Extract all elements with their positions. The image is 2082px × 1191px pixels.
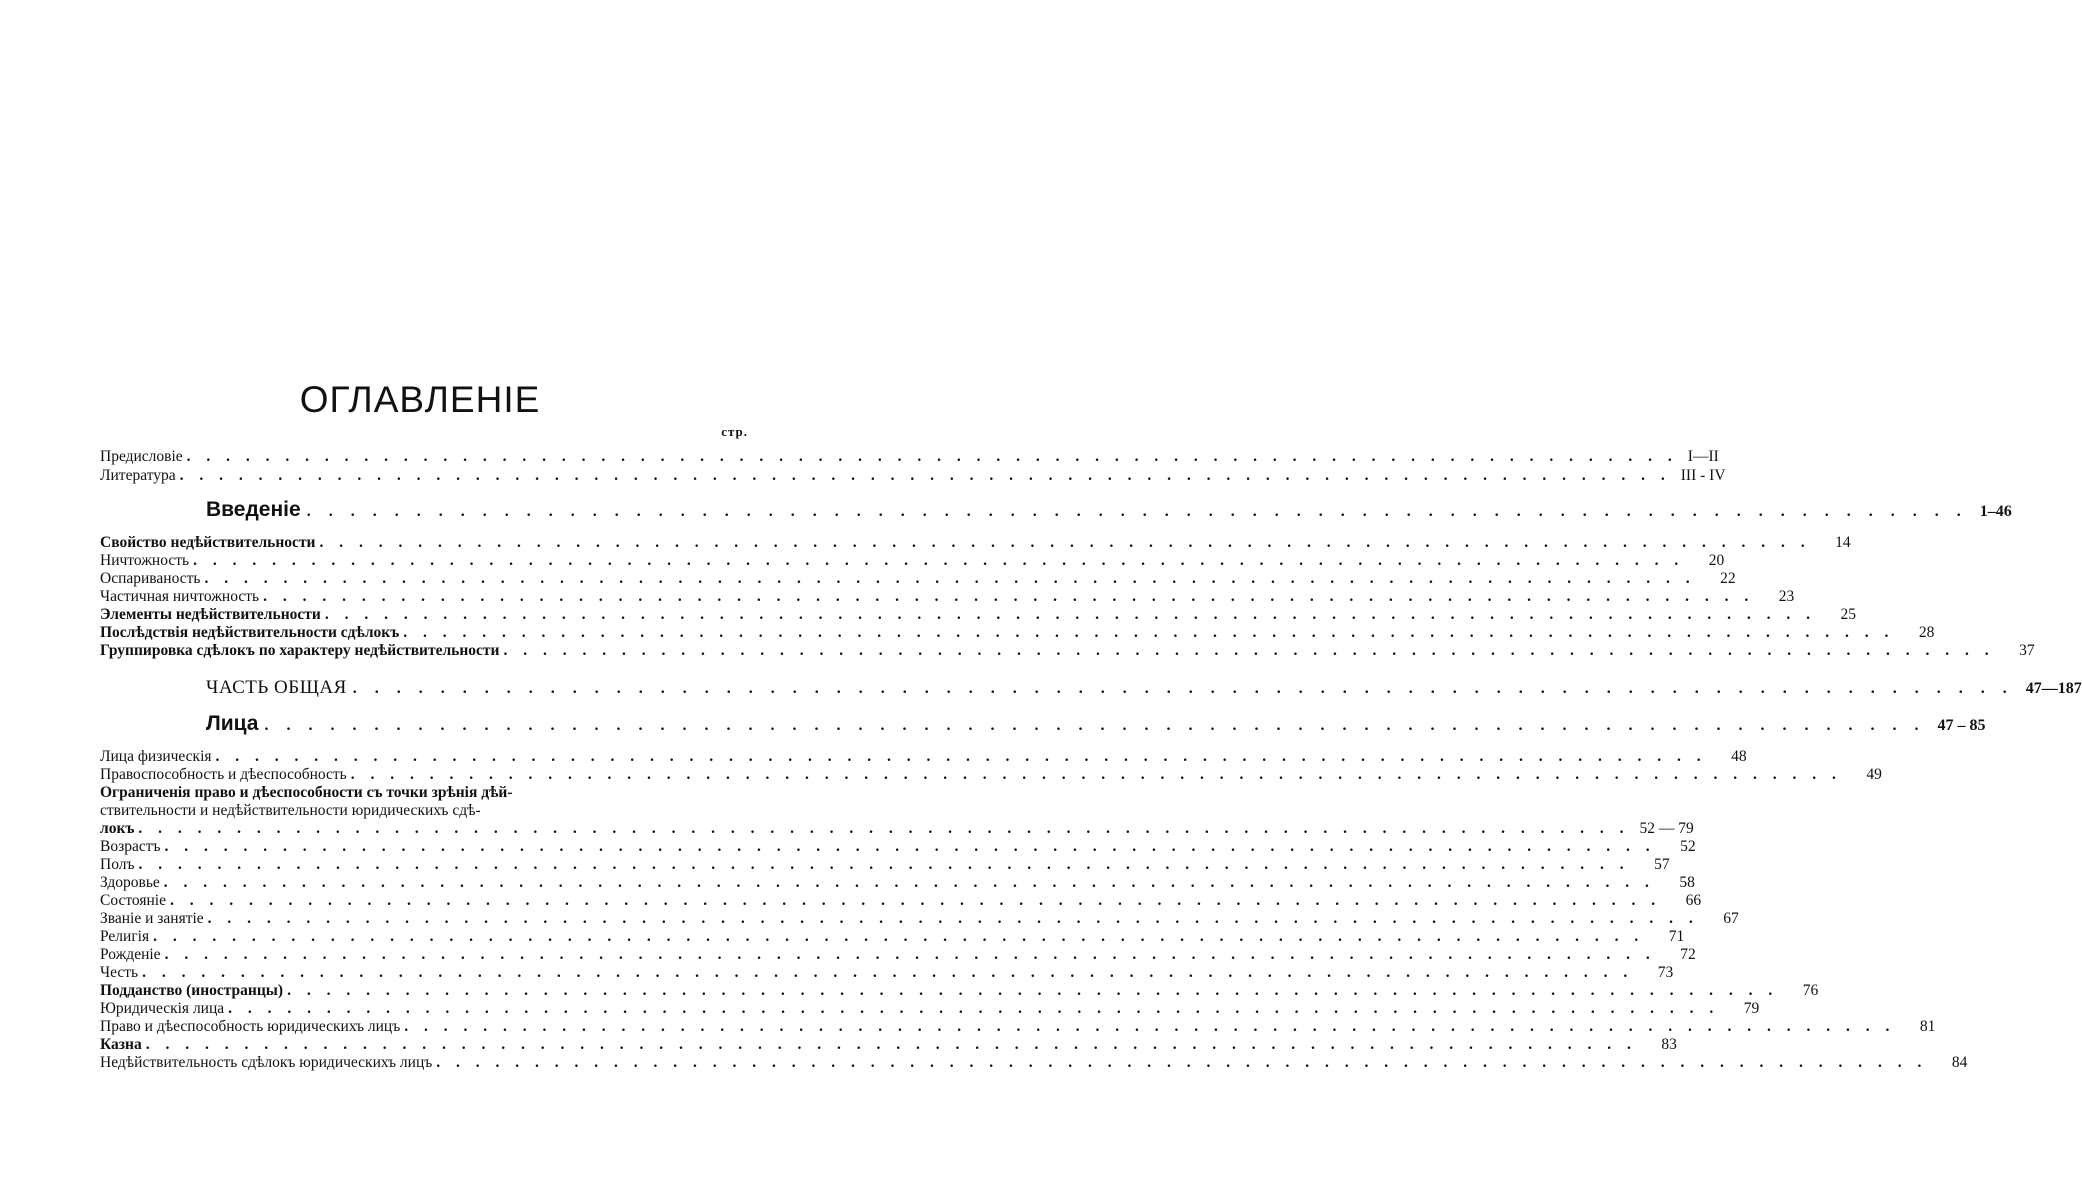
toc-entry <box>100 534 1851 552</box>
toc-entry-label: Недѣйствительность сдѣлокъ юридическихъ лицъ <box>100 1054 433 1071</box>
toc-entry-label: Оспариваность <box>100 570 201 587</box>
toc-entry-page: 25 <box>1840 606 1856 623</box>
leader-dots: . . . . . . . . . . . . . . . . . . . . . . . . . . . . . . . . . . . . . . . . . . . . . . . . . . . . . . . . . . . . . . . . . . . . . . . . . . . . <box>350 766 1842 783</box>
toc-entry-page: 72 <box>1680 946 1696 963</box>
toc-entry <box>100 588 1795 606</box>
leader-dots: . . . . . . . . . . . . . . . . . . . . . . . . . . . . . . . . . . . . . . . . . . . . . . . . . . . . . . . . . . . . . . . . . . . . . . . . . . . . <box>264 717 1926 734</box>
toc-entry <box>100 910 1739 928</box>
leader-dots: . . . . . . . . . . . . . . . . . . . . . . . . . . . . . . . . . . . . . . . . . . . . . . . . . . . . . . . . . . . . . . . . . . . . . . . . . . . . <box>164 946 1656 963</box>
leader-dots: . . . . . . . . . . . . . . . . . . . . . . . . . . . . . . . . . . . . . . . . . . . . . . . . . . . . . . . . . . . . . . . . . . . . . . . . . . . . <box>142 964 1634 981</box>
toc-entry-page: 28 <box>1918 624 1935 641</box>
toc-entry-label: Возрастъ <box>100 838 161 855</box>
leader-dots: . . . . . . . . . . . . . . . . . . . . . . . . . . . . . . . . . . . . . . . . . . . . . . . . . . . . . . . . . . . . . . . . . . . . . . . . . . . . <box>204 570 1696 587</box>
leader-dots: . . . . . . . . . . . . . . . . . . . . . . . . . . . . . . . . . . . . . . . . . . . . . . . . . . . . . . . . . . . . . . . . . . . . . . . . . . . . <box>170 892 1662 909</box>
leader-dots: . . . . . . . . . . . . . . . . . . . . . . . . . . . . . . . . . . . . . . . . . . . . . . . . . . . . . . . . . . . . . . . . . . . . . . . . . . . . <box>153 928 1645 945</box>
leader-dots: . . . . . . . . . . . . . . . . . . . . . . . . . . . . . . . . . . . . . . . . . . . . . . . . . . . . . . . . . . . . . . . . . . . . . . . . . . . . <box>306 503 1968 520</box>
toc-entry-page: III - IV <box>1680 467 1726 484</box>
leader-dots: . . . . . . . . . . . . . . . . . . . . . . . . . . . . . . . . . . . . . . . . . . . . . . . . . . . . . . . . . . . . . . . . . . . . . . . . . . . . <box>436 1054 1928 1071</box>
section-page: 47 – 85 <box>1937 717 1986 734</box>
toc-entry-page: 81 <box>1919 1018 1936 1035</box>
toc-entry-page: 84 <box>1951 1054 1968 1071</box>
page-title: ОГЛАВЛЕНIЕ <box>299 379 541 420</box>
leader-dots: . . . . . . . . . . . . . . . . . . . . . . . . . . . . . . . . . . . . . . . . . . . . . . . . . . . . . . . . . . . . . . . . . . . . . . . . . . . . <box>207 910 1699 927</box>
leader-dots: . . . . . . . . . . . . . . . . . . . . . . . . . . . . . . . . . . . . . . . . . . . . . . . . . . . . . . . . . . . . . . . . . . . . . . . . . . . . <box>263 588 1755 605</box>
leader-dots: . . . . . . . . . . . . . . . . . . . . . . . . . . . . . . . . . . . . . . . . . . . . . . . . . . . . . . . . . . . . . . . . . . . . . . . . . . . . <box>352 680 2014 697</box>
toc-entry-label: Лица физическія <box>100 748 212 765</box>
leader-dots: . . . . . . . . . . . . . . . . . . . . . . . . . . . . . . . . . . . . . . . . . . . . . . . . . . . . . . . . . . . . . . . . . . . . . . . . . . . . <box>228 1000 1720 1017</box>
toc-entry-label: Религія <box>100 928 150 945</box>
toc-entry-label: Честь <box>100 964 139 981</box>
toc-entry <box>100 982 1819 1000</box>
leader-dots: . . . . . . . . . . . . . . . . . . . . . . . . . . . . . . . . . . . . . . . . . . . . . . . . . . . . . . . . . . . . . . . . . . . . . . . . . . . . <box>287 982 1779 999</box>
leader-dots: . . . . . . . . . . . . . . . . . . . . . . . . . . . . . . . . . . . . . . . . . . . . . . . . . . . . . . . . . . . . . . . . . . . . . . . . . . . . <box>215 748 1707 765</box>
toc-entry <box>100 1036 1677 1054</box>
toc-entry <box>100 964 1674 982</box>
leader-dots: . . . . . . . . . . . . . . . . . . . . . . . . . . . . . . . . . . . . . . . . . . . . . . . . . . . . . . . . . . . . . . . . . . . . . . . . . . . . <box>164 838 1656 855</box>
toc-entry-label: Элементы недѣйствительности <box>100 606 321 623</box>
toc-entry-page: 79 <box>1743 1000 1760 1017</box>
toc-entry <box>100 606 1856 624</box>
toc-entry <box>100 1018 1936 1036</box>
leader-dots: . . . . . . . . . . . . . . . . . . . . . . . . . . . . . . . . . . . . . . . . . . . . . . . . . . . . . . . . . . . . . . . . . . . . . . . . . . . . <box>319 534 1811 551</box>
toc-entry <box>100 570 1736 588</box>
toc-entry-page: 52 — 79 <box>1639 820 1694 837</box>
leader-dots: . . . . . . . . . . . . . . . . . . . . . . . . . . . . . . . . . . . . . . . . . . . . . . . . . . . . . . . . . . . . . . . . . . . . . . . . . . . . <box>324 606 1816 623</box>
toc-entry <box>100 838 1696 856</box>
toc-entry-restrictions-line1 <box>100 784 750 802</box>
toc-entry <box>100 892 1702 910</box>
toc-entry-label: Право и дѣеспособность юридическихъ лицъ <box>100 1018 401 1035</box>
leader-dots: . . . . . . . . . . . . . . . . . . . . . . . . . . . . . . . . . . . . . . . . . . . . . . . . . . . . . . . . . . . . . . . . . . . . . . . . . . . . <box>163 874 1655 891</box>
leader-dots: . . . . . . . . . . . . . . . . . . . . . . . . . . . . . . . . . . . . . . . . . . . . . . . . . . . . . . . . . . . . . . . . . . . . . . . . . . . . <box>179 467 1671 484</box>
leader-dots: . . . . . . . . . . . . . . . . . . . . . . . . . . . . . . . . . . . . . . . . . . . . . . . . . . . . . . . . . . . . . . . . . . . . . . . . . . . . <box>145 1036 1637 1053</box>
toc-entry-page: 58 <box>1679 874 1695 891</box>
leader-dots: . . . . . . . . . . . . . . . . . . . . . . . . . . . . . . . . . . . . . . . . . . . . . . . . . . . . . . . . . . . . . . . . . . . . . . . . . . . . <box>503 642 1995 659</box>
toc-entry-page: 73 <box>1657 964 1674 981</box>
leader-dots: . . . . . . . . . . . . . . . . . . . . . . . . . . . . . . . . . . . . . . . . . . . . . . . . . . . . . . . . . . . . . . . . . . . . . . . . . . . . <box>186 448 1678 465</box>
toc-entry-page: 37 <box>2019 642 2035 659</box>
toc-entry-label: Частичная ничтожность <box>100 588 260 605</box>
section-heading: Введеніе <box>206 498 301 521</box>
toc-entry-restrictions-line3 <box>100 820 1694 838</box>
toc-entry-page: I—II <box>1687 448 1719 465</box>
leader-dots: . . . . . . . . . . . . . . . . . . . . . . . . . . . . . . . . . . . . . . . . . . . . . . . . . . . . . . . . . . . . . . . . . . . . . . . . . . . . <box>138 856 1630 873</box>
toc-entry-label: Юридическія лица <box>100 1000 225 1017</box>
section-introduction <box>100 496 2012 524</box>
page-column-label: стр. <box>721 424 748 439</box>
toc-entry <box>100 766 1882 784</box>
toc-entry-label: Предисловіе <box>100 448 183 465</box>
toc-entry <box>100 928 1685 946</box>
toc-entry <box>100 856 1670 874</box>
toc-entry <box>100 1054 1968 1072</box>
toc-entry-label: Ничтожность <box>100 552 190 569</box>
toc-entry-page: 22 <box>1720 570 1736 587</box>
toc-entry-page: 20 <box>1708 552 1725 569</box>
toc-entry-restrictions-line2 <box>100 802 750 820</box>
section-persons <box>100 710 1986 738</box>
toc-entry <box>100 874 1695 892</box>
toc-entry-literature <box>100 467 1726 485</box>
toc-entry <box>100 748 1747 766</box>
toc-entry-page: 83 <box>1661 1036 1677 1053</box>
toc-entry-label: Ограниченія право и дѣеспособности съ точки зрѣнія дѣй- <box>100 784 513 801</box>
toc-entry-label: Состояніе <box>100 892 166 909</box>
leader-dots: . . . . . . . . . . . . . . . . . . . . . . . . . . . . . . . . . . . . . . . . . . . . . . . . . . . . . . . . . . . . . . . . . . . . . . . . . . . . <box>404 1018 1896 1035</box>
leader-dots: . . . . . . . . . . . . . . . . . . . . . . . . . . . . . . . . . . . . . . . . . . . . . . . . . . . . . . . . . . . . . . . . . . . . . . . . . . . . <box>403 624 1895 641</box>
toc-entry-label: Рожденіе <box>100 946 161 963</box>
leader-dots: . . . . . . . . . . . . . . . . . . . . . . . . . . . . . . . . . . . . . . . . . . . . . . . . . . . . . . . . . . . . . . . . . . . . . . . . . . . . <box>138 820 1630 837</box>
toc-entry <box>100 642 2035 660</box>
toc-entry <box>100 552 1725 570</box>
toc-entry-page: 76 <box>1802 982 1819 999</box>
toc-entry-page: 52 <box>1680 838 1696 855</box>
toc-entry-page: 49 <box>1866 766 1882 783</box>
toc-entry-label: Званіе и занятіе <box>100 910 204 927</box>
toc-entry <box>100 946 1696 964</box>
toc-entry-label: Казна <box>100 1036 142 1053</box>
toc-entry-label: Полъ <box>100 856 135 873</box>
section-heading: Лица <box>206 712 259 735</box>
toc-entry-label: ствительности и недѣйствительности юридическихъ сдѣ- <box>100 802 481 819</box>
toc-entry-page: 23 <box>1778 588 1795 605</box>
toc-entry-preface <box>100 448 1719 466</box>
section-heading: ЧАСТЬ ОБЩАЯ <box>206 677 347 698</box>
toc-entry-label: Литература <box>100 467 176 484</box>
toc-entry-label: Правоспособность и дѣеспособность <box>100 766 347 783</box>
section-page: 47—187 <box>2025 680 2082 697</box>
toc-entry-label: локъ <box>100 820 135 837</box>
toc-entry-page: 48 <box>1731 748 1747 765</box>
toc-entry-page: 14 <box>1835 534 1851 551</box>
toc-entry <box>100 1000 1760 1018</box>
toc-entry-label: Послѣдствія недѣйствительности сдѣлокъ <box>100 624 400 641</box>
toc-entry-label: Здоровье <box>100 874 160 891</box>
toc-entry-page: 71 <box>1668 928 1685 945</box>
toc-entry-page: 67 <box>1723 910 1739 927</box>
toc-entry-label: Свойство недѣйствительности <box>100 534 316 551</box>
toc-entry <box>100 624 1935 642</box>
leader-dots: . . . . . . . . . . . . . . . . . . . . . . . . . . . . . . . . . . . . . . . . . . . . . . . . . . . . . . . . . . . . . . . . . . . . . . . . . . . . <box>193 552 1685 569</box>
toc-entry-label: Подданство (иностранцы) <box>100 982 284 999</box>
section-page: 1–46 <box>1979 503 2012 520</box>
section-general-part <box>100 674 2082 702</box>
toc-entry-label: Группировка сдѣлокъ по характеру недѣйствительности <box>100 642 500 659</box>
toc-entry-page: 66 <box>1685 892 1702 909</box>
toc-entry-page: 57 <box>1654 856 1670 873</box>
